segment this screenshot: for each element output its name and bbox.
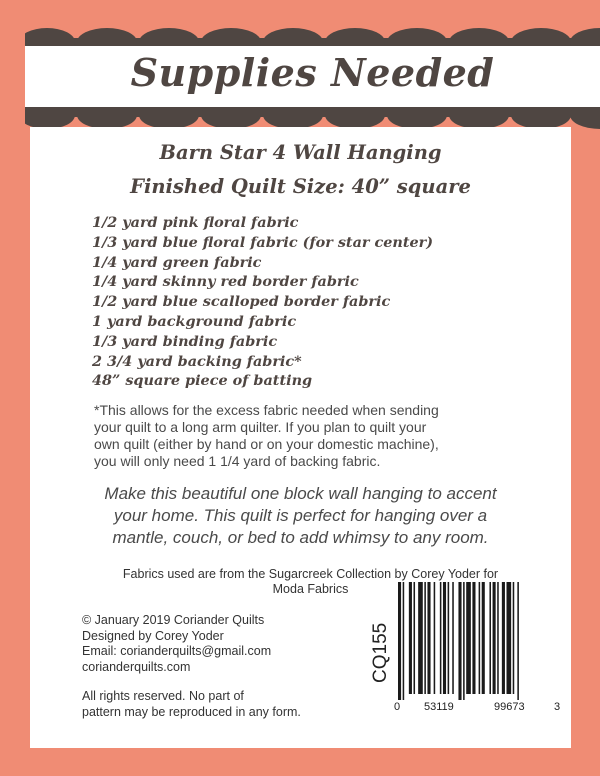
barcode-bar <box>398 582 401 700</box>
note-line: you will only need 1 1/4 yard of backing fabric. <box>94 453 381 469</box>
barcode-bar <box>452 582 454 694</box>
rights-line: All rights reserved. No part of <box>82 689 244 703</box>
rights-notice <box>82 689 342 720</box>
barcode-bar <box>507 582 512 694</box>
supply-item: 1/2 yard blue scalloped border fabric <box>92 293 391 311</box>
supply-item: 1/3 yard binding fabric <box>92 332 278 350</box>
barcode-bar <box>409 582 412 694</box>
barcode-bar <box>418 582 423 694</box>
barcode-digit-group: 99673 <box>494 701 525 713</box>
rights-line: pattern may be reproduced in any form. <box>82 704 301 719</box>
barcode <box>364 582 564 716</box>
description-line: your home. This quilt is perfect for hanging over a <box>113 506 488 525</box>
barcode-bar <box>434 582 436 694</box>
copyright-line: © January 2019 Coriander Quilts <box>82 613 265 627</box>
supply-item: 1/4 yard green fabric <box>92 253 262 271</box>
barcode-bar <box>497 582 499 694</box>
barcode-digit-last: 3 <box>554 701 561 713</box>
note-line: own quilt (either by hand or on your domestic machine), <box>94 436 439 452</box>
barcode-bar <box>472 582 475 694</box>
barcode-bar <box>493 582 496 694</box>
barcode-bar <box>463 582 465 700</box>
page-title: Supplies Needed <box>130 50 495 95</box>
note-line: your quilt to a long arm quilter. If you plan to quilt your <box>94 419 427 435</box>
bottom-scallop-border <box>25 107 600 129</box>
barcode-digit-first: 0 <box>394 701 401 713</box>
barcode-bar <box>482 582 485 694</box>
title-banner <box>25 46 600 108</box>
finished-size: Finished Quilt Size: 40” square <box>130 175 471 198</box>
barcode-bar <box>502 582 505 694</box>
website-line: corianderquilts.com <box>82 659 191 674</box>
barcode-bar <box>448 582 450 694</box>
description <box>30 483 571 549</box>
barcode-bar <box>414 582 416 694</box>
designer-line: Designed by Corey Yoder <box>82 628 224 643</box>
designer-credits <box>82 613 271 675</box>
barcode-bar <box>517 582 519 700</box>
barcode-bar <box>489 582 491 694</box>
supply-item: 1/4 yard skinny red border fabric <box>92 273 359 291</box>
supply-item: 2 3/4 yard backing fabric* <box>92 352 302 370</box>
content-panel <box>30 127 571 748</box>
supplies-list <box>92 213 433 391</box>
barcode-bar <box>403 582 405 700</box>
barcode-bar <box>443 582 446 694</box>
supply-item: 48” square piece of batting <box>92 372 313 390</box>
description-line: mantle, couch, or bed to add whimsy to any room. <box>112 528 489 547</box>
barcode-digits <box>394 701 564 715</box>
barcode-bar <box>479 582 481 694</box>
email-line: Email: corianderquilts@gmail.com <box>82 644 272 659</box>
barcode-bars <box>398 582 558 700</box>
note-line: *This allows for the excess fabric needed when sending <box>94 402 439 418</box>
sku-label: CQ155 <box>370 622 391 683</box>
backing-note <box>94 402 554 470</box>
barcode-bar <box>513 582 515 694</box>
barcode-bar <box>440 582 442 694</box>
description-line: Make this beautiful one block wall hanging to accent <box>104 484 497 503</box>
barcode-bar <box>458 582 461 700</box>
supply-item: 1/2 yard pink floral fabric <box>92 214 299 231</box>
barcode-bar <box>424 582 426 694</box>
pattern-name: Barn Star 4 Wall Hanging <box>159 141 442 164</box>
fabric-credit-line: Moda Fabrics <box>272 582 349 596</box>
fabric-credit-line: Fabrics used are from the Sugarcreek Collection by Corey Yoder for <box>122 567 499 581</box>
barcode-bar <box>427 582 430 694</box>
supply-item: 1 yard background fabric <box>92 312 297 330</box>
supply-item: 1/3 yard blue floral fabric (for star center) <box>92 233 434 251</box>
barcode-digit-group: 53119 <box>424 701 454 713</box>
barcode-bar <box>466 582 471 694</box>
